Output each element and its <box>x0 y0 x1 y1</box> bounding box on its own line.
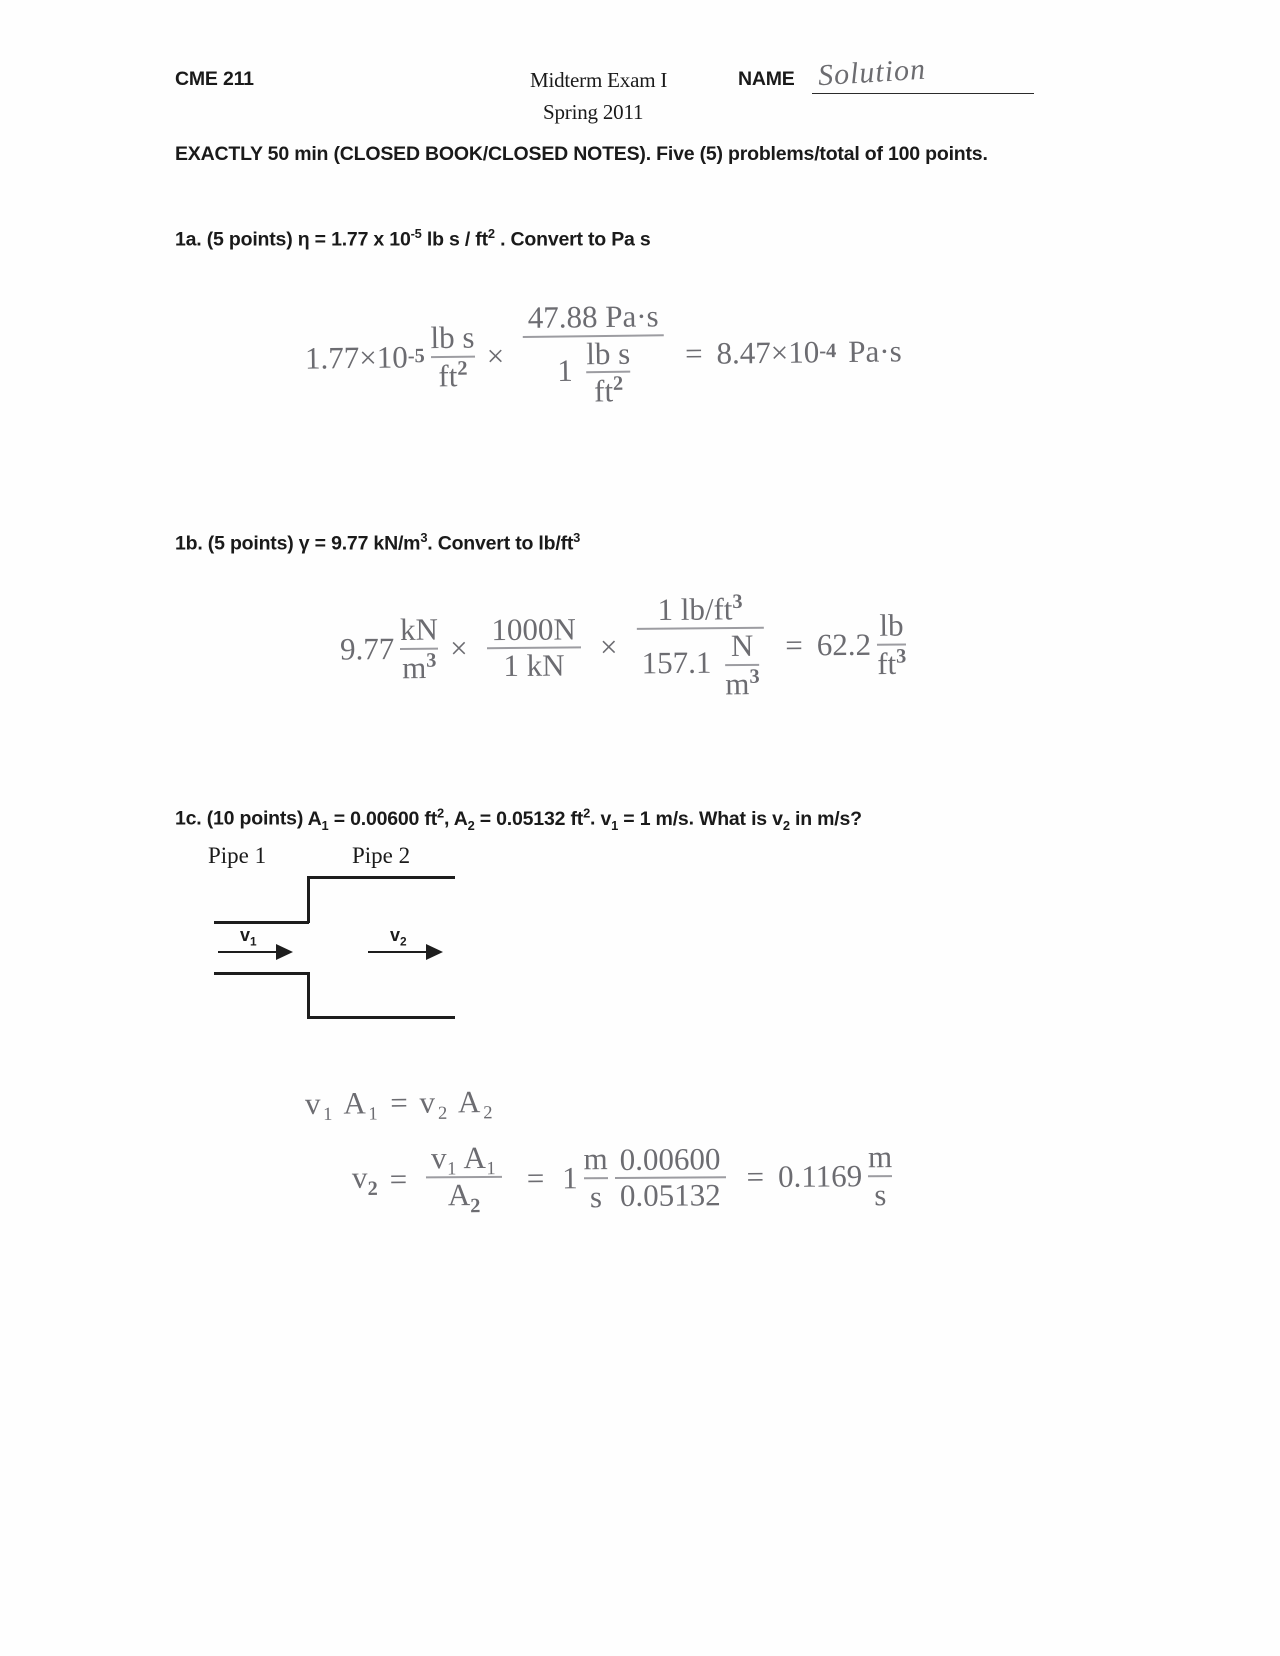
problem-1b-points: (5 points) <box>207 532 294 555</box>
problem-1c-handwritten-work <box>352 1138 893 1219</box>
problem-1b-instruction: . Convert to lb/ft <box>427 532 574 555</box>
work-1a-conv-num: 47.88 Pa·s <box>527 298 659 335</box>
problem-1c-question: What is $v_2$ in m/s? <box>699 807 862 833</box>
problem-1c-points: (10 points) <box>206 807 304 830</box>
work-1c-area-ratio: $\frac{0.00600}{0.05132}$ <box>615 1142 726 1214</box>
problem-1c-a1: $A_1 = 0.00600$ $ft^2$ <box>307 805 444 833</box>
work-1b-result-value: 62.2 <box>816 627 872 663</box>
exam-term: Spring 2011 <box>543 100 644 124</box>
work-1a-input-value: 1.77×10 <box>304 339 408 376</box>
problem-1a-instruction: . Convert to Pa s <box>500 228 651 251</box>
pipe-wall-bottom-right <box>307 1016 455 1019</box>
pipe-wall-top-right <box>307 876 455 879</box>
problem-1c-v1: $v_1 = 1$ m/s <box>600 807 689 833</box>
right-arrow-icon <box>426 944 443 960</box>
problem-1a-units: lb s / ft <box>426 228 488 251</box>
work-1b-times-1: × <box>449 630 468 666</box>
work-1a-input-unit-num: lb s <box>430 319 475 355</box>
pipe-diagram <box>200 843 470 1028</box>
work-1c-equals-1: = <box>389 1161 408 1198</box>
problem-1a-value: 1.77 x 10 <box>331 228 411 251</box>
problem-1a-prompt: 1a. (5 points) η = 1.77 x $10^{-5}$ lb s / $ft^2$ . Convert to Pa s <box>175 226 651 251</box>
work-1a-equals: = <box>684 335 703 371</box>
problem-1a-value-exponent: -5 <box>410 226 422 241</box>
work-1b-conversion-2: 1 $lb/ft^3$ 157.1 $\frac{N}{m^3}$ <box>636 591 765 703</box>
problem-1a-handwritten-work <box>304 296 902 413</box>
problem-1b-instruction-exponent: 3 <box>573 530 581 545</box>
problem-1b-value: 9.77 kN/m <box>331 532 421 555</box>
work-1a-conv-den: 1 $\frac{\text{lb s}}{ft^2}$ <box>557 335 631 409</box>
work-1c-equals-3: = <box>746 1159 765 1195</box>
problem-1a-points: (5 points) <box>206 228 293 251</box>
work-1c-speed-value: 1 <box>562 1160 578 1196</box>
problem-1b-symbol: γ <box>298 532 310 555</box>
pipe-wall-top-left <box>214 921 309 924</box>
work-1c-lhs: $v_2$ <box>351 1159 378 1200</box>
work-1b-times-2: × <box>599 629 618 665</box>
work-1a-conversion-fraction <box>523 299 665 410</box>
pipe-wall-bottom-left <box>214 972 309 975</box>
problem-1a-id: 1a. <box>175 228 202 251</box>
velocity-1-arrow-shaft <box>218 951 280 953</box>
work-1c-speed-units: $\frac{m}{s}$ <box>583 1141 608 1215</box>
work-1b-equals: = <box>785 627 803 663</box>
work-1b-result-units: $\frac{lb}{ft^3}$ <box>877 607 907 682</box>
problem-1a-symbol: η <box>297 228 310 251</box>
work-1a-result-exponent: -4 <box>819 340 837 363</box>
problem-1b-handwritten-work <box>340 590 907 706</box>
pipe-wall-bottom-step <box>307 972 310 1019</box>
velocity-1-label: $v_1$ <box>240 925 257 949</box>
problem-1c-id: 1c. <box>175 807 202 830</box>
right-arrow-icon <box>276 944 293 960</box>
pipe-wall-top-step <box>307 876 310 923</box>
problem-1c-prompt: 1c. (10 points) $A_1 = 0.00600$ $ft^2$, $A_2 = 0.05132$ $ft^2$. $v_1 = 1$ m/s. What is $v_2$ in m/s? <box>175 805 862 833</box>
name-underline <box>812 93 1034 94</box>
exam-title: Midterm Exam I <box>530 68 668 92</box>
problem-1b-prompt: 1b. (5 points) γ = 9.77 $kN/m^3$. Convert to $lb/ft^3$ <box>175 530 581 555</box>
work-1a-result-units: Pa·s <box>848 333 902 369</box>
exam-instructions: EXACTLY 50 min (CLOSED BOOK/CLOSED NOTES). Five (5) problems/total of 100 points. <box>175 143 988 165</box>
work-1c-equals-2: = <box>526 1160 545 1197</box>
problem-1b-value-exponent: 3 <box>420 530 428 545</box>
work-1b-conversion-1: $\frac{1000N}{1 kN}$ <box>486 612 581 684</box>
name-handwritten-value: Solution <box>817 52 927 93</box>
problem-1a-units-exponent: 2 <box>487 226 495 241</box>
problem-1c-continuity-equation: v₁ A₁ = v₂ A₂ <box>304 1084 496 1121</box>
course-code: CME 211 <box>175 68 254 90</box>
work-1c-va-over-a2: $\frac{\text{v₁ A₁}}{A_2}$ <box>426 1141 502 1218</box>
work-1a-input-exponent: -5 <box>407 345 425 368</box>
velocity-2-arrow-shaft <box>368 951 430 953</box>
work-1c-result-units: $\frac{m}{s}$ <box>867 1139 893 1213</box>
work-1a-times: × <box>486 337 505 374</box>
work-1b-input-value: 9.77 <box>339 631 395 667</box>
pipe-1-label: Pipe 1 <box>208 843 267 868</box>
velocity-2-label: $v_2$ <box>390 925 407 949</box>
work-1b-input-units: $\frac{kN}{m^3}$ <box>399 611 439 686</box>
problem-1b-id: 1b. <box>175 532 203 555</box>
work-1c-result-value: 0.1169 <box>777 1158 863 1195</box>
problem-1c-a2: $A_2 = 0.05132$ $ft^2$ <box>453 805 591 833</box>
work-1a-input-units <box>430 319 475 394</box>
work-1a-input-unit-den: $ft^2$ <box>438 357 468 393</box>
name-label: NAME <box>738 68 795 90</box>
work-1a-input-unit-bar <box>431 355 475 358</box>
work-1a-result-value: 8.47×10 <box>716 334 820 371</box>
pipe-2-label: Pipe 2 <box>352 843 411 868</box>
